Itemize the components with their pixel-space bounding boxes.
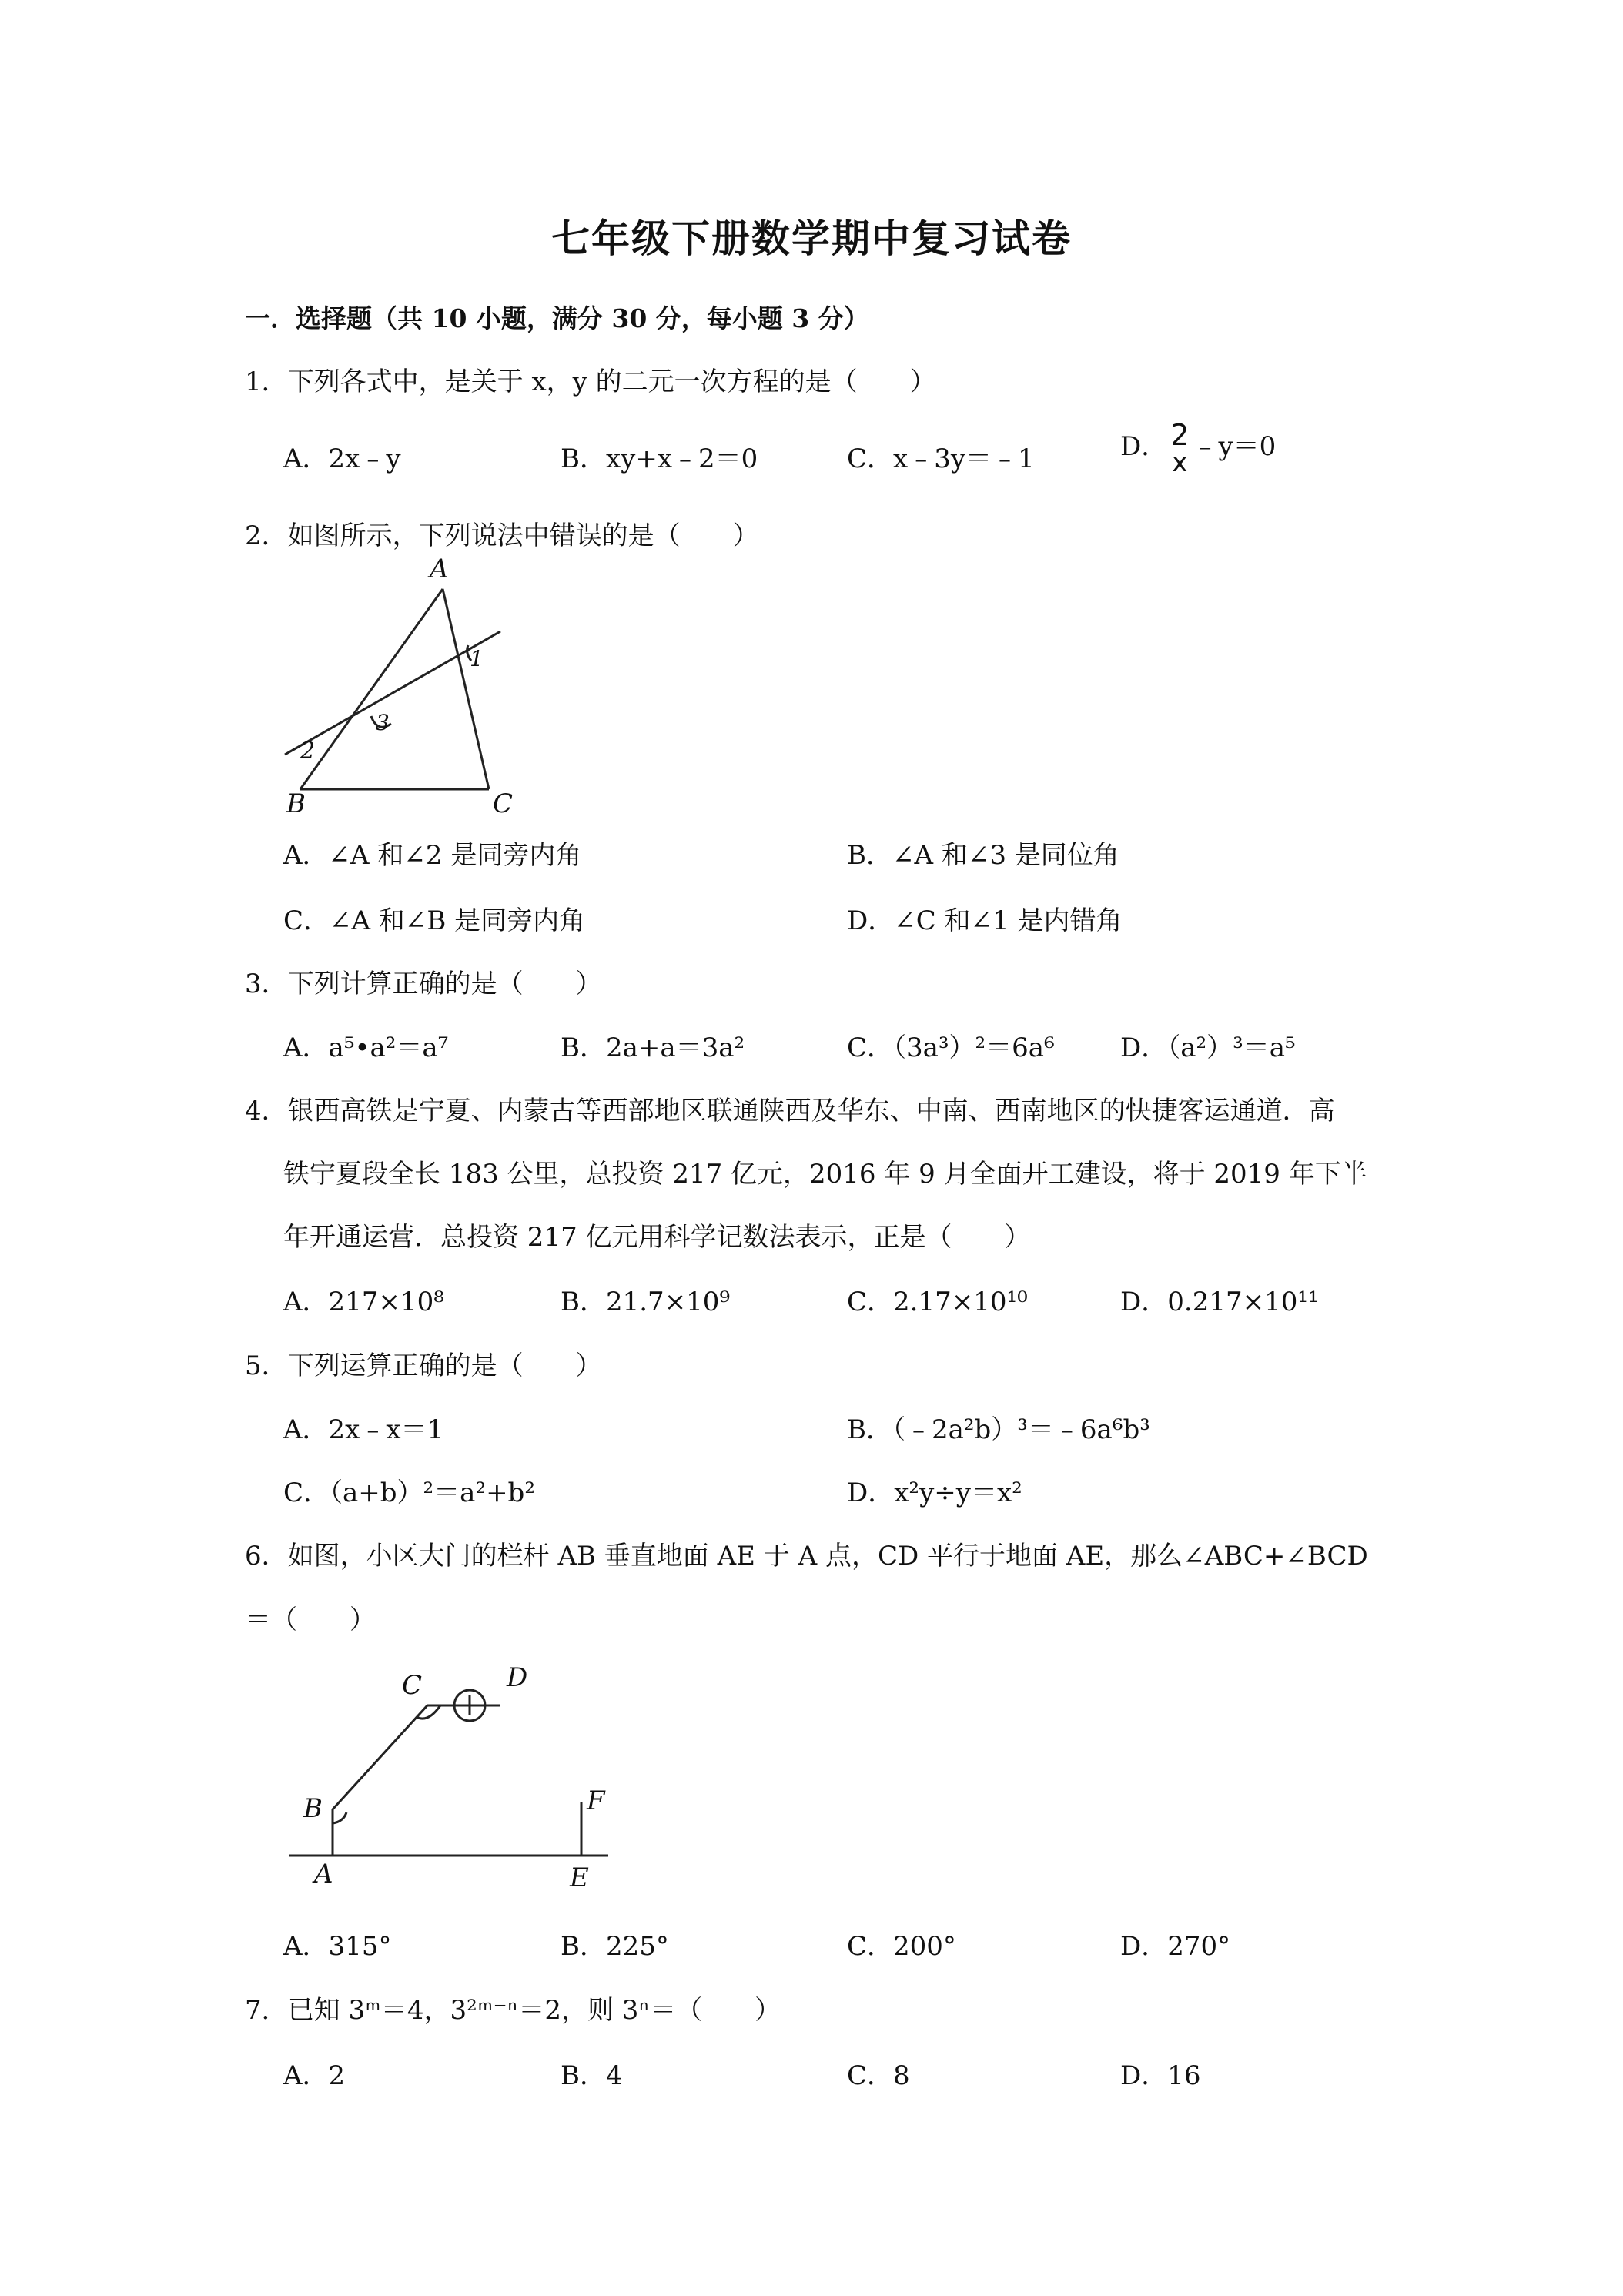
- fraction: [1170, 420, 1189, 476]
- triangle-side-ac: [443, 589, 489, 789]
- label-d: D: [507, 1662, 528, 1693]
- triangle-figure: [277, 554, 524, 816]
- q6-option-a: A．315°: [283, 1931, 392, 1962]
- q3-option-b: B．2a+a＝3a²: [561, 1033, 745, 1063]
- q4-option-d: D．0.217×10¹¹: [1120, 1287, 1319, 1317]
- question-7-stem: 7．已知 3ᵐ＝4，3²ᵐ⁻ⁿ＝2，则 3ⁿ＝（ ）: [245, 1995, 781, 2026]
- q6-option-b: B．225°: [561, 1931, 669, 1962]
- bar-bc: [333, 1705, 427, 1809]
- label-f: F: [587, 1786, 605, 1816]
- q2-option-d: D．∠C 和∠1 是内错角: [847, 905, 1123, 936]
- label-angle-3: 3: [376, 710, 390, 735]
- q6-option-d: D．270°: [1120, 1931, 1231, 1962]
- page-title: 七年级下册数学期中复习试卷: [551, 216, 1072, 261]
- question-6-line-1: 6．如图，小区大门的栏杆 AB 垂直地面 AE 于 A 点，CD 平行于地面 AE，那么∠ABC+∠BCD: [245, 1541, 1368, 1571]
- fraction-denominator: x: [1172, 447, 1188, 478]
- angle-b-arc: [333, 1812, 346, 1823]
- q5-option-d: D．x²y÷y＝x²: [847, 1478, 1022, 1508]
- question-4-line-3: 年开通运营．总投资 217 亿元用科学记数法表示，正是（ ）: [283, 1222, 1031, 1253]
- label-angle-1: 1: [470, 646, 484, 671]
- label-e: E: [570, 1863, 589, 1893]
- q3-option-d: D．（a²）³＝a⁵: [1120, 1033, 1296, 1063]
- q3-option-c: C．（3a³）²＝6a⁶: [847, 1033, 1055, 1063]
- q7-option-a: A．2: [283, 2060, 346, 2091]
- fraction-numerator: 2: [1170, 418, 1190, 452]
- q7-option-c: C．8: [847, 2060, 910, 2091]
- q1-option-b: B．xy+x﹣2＝0: [561, 443, 758, 474]
- question-5-stem: 5．下列运算正确的是（ ）: [245, 1350, 602, 1381]
- q4-option-c: C．2.17×10¹⁰: [847, 1287, 1028, 1317]
- label-b: B: [303, 1793, 323, 1824]
- question-4-line-2: 铁宁夏段全长 183 公里，总投资 217 亿元，2016 年 9 月全面开工建设，将于 2019 年下半: [283, 1159, 1367, 1190]
- q7-option-d: D．16: [1120, 2060, 1201, 2091]
- question-2-stem: 2．如图所示，下列说法中错误的是（ ）: [245, 520, 759, 551]
- q1-option-c: C．x﹣3y＝﹣1: [847, 443, 1035, 474]
- q1-option-d: [1120, 420, 1276, 476]
- q1-option-d-rest: ﹣y＝0: [1192, 431, 1277, 462]
- label-a: A: [314, 1859, 333, 1889]
- q4-option-b: B．21.7×10⁹: [561, 1287, 731, 1317]
- label-angle-2: 2: [300, 738, 316, 765]
- q1-option-d-label: D．: [1120, 431, 1168, 462]
- q1-option-a: A．2x﹣y: [283, 443, 401, 474]
- q2-option-a: A．∠A 和∠2 是同旁内角: [283, 840, 582, 871]
- label-c: C: [402, 1670, 423, 1701]
- q5-option-a: A．2x﹣x＝1: [283, 1414, 444, 1445]
- question-3-stem: 3．下列计算正确的是（ ）: [245, 969, 602, 999]
- q5-option-c: C．（a+b）²＝a²+b²: [283, 1478, 535, 1508]
- question-1-stem: 1．下列各式中，是关于 x，y 的二元一次方程的是（ ）: [245, 366, 936, 397]
- label-c: C: [493, 788, 514, 816]
- question-6-line-2: ＝（ ）: [245, 1605, 376, 1635]
- label-b: B: [286, 788, 306, 816]
- question-4-line-1: 4．银西高铁是宁夏、内蒙古等西部地区联通陕西及华东、中南、西南地区的快捷客运通道．高: [245, 1096, 1335, 1126]
- q7-option-b: B．4: [561, 2060, 623, 2091]
- section-heading: 一．选择题（共 10 小题，满分 30 分，每小题 3 分）: [245, 303, 869, 333]
- q2-option-c: C．∠A 和∠B 是同旁内角: [283, 905, 586, 936]
- q5-option-b: B．（﹣2a²b）³＝﹣6a⁶b³: [847, 1414, 1150, 1445]
- triangle-side-ab: [300, 589, 443, 789]
- label-a: A: [430, 554, 449, 584]
- q3-option-a: A．a⁵•a²＝a⁷: [283, 1033, 449, 1063]
- q2-option-b: B．∠A 和∠3 是同位角: [847, 840, 1119, 871]
- gate-barrier-figure: [285, 1648, 624, 1902]
- q6-option-c: C．200°: [847, 1931, 956, 1962]
- q4-option-a: A．217×10⁸: [283, 1287, 444, 1317]
